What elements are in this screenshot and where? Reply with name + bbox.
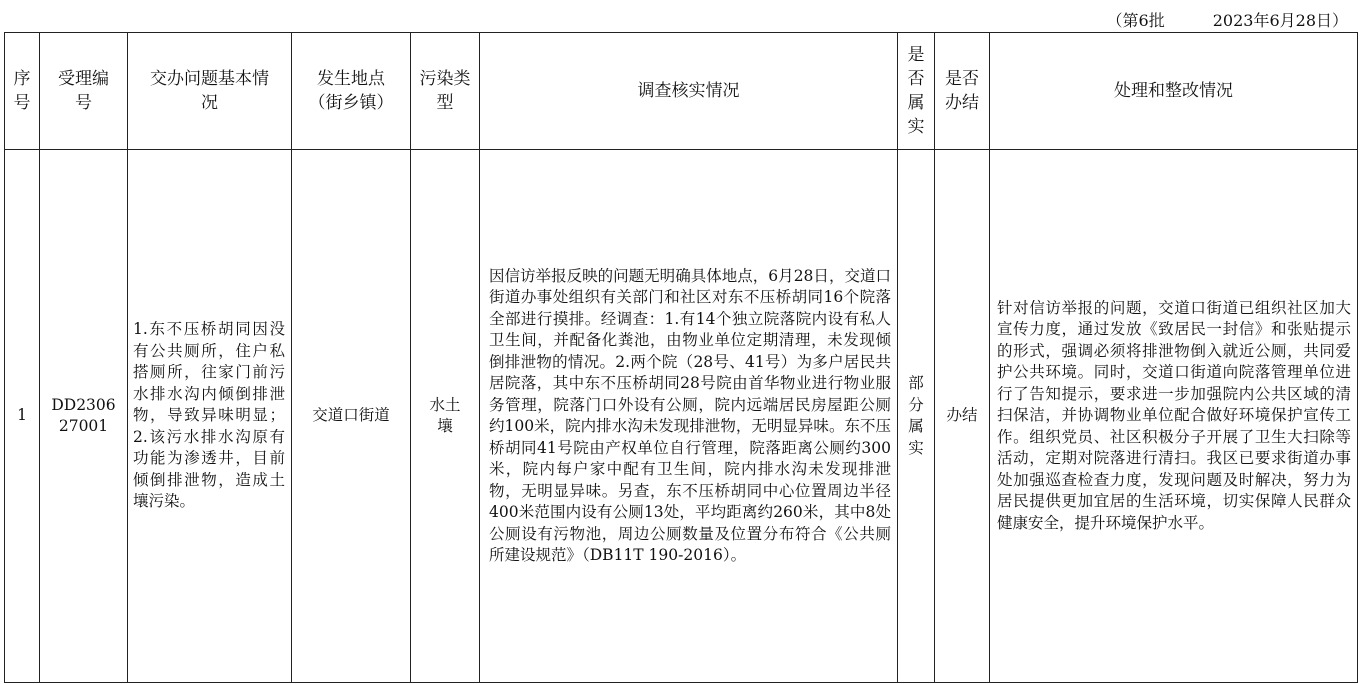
col-header-issue: 交办问题基本情况 — [128, 33, 292, 150]
cell-investigation: 因信访举报反映的问题无明确具体地点，6月28日，交道口街道办事处组织有关部门和社区对东不压桥胡同16个院落全部进行摸排。经调查：1.有14个独立院落院内设有私人卫生间，并配备化粪池，由物业单位定期清理，未发现倾倒排泄物的情况。2.两个院（28号、41号）为多户居民共居院落，其中东不压桥胡同28号院由首华物业进行物业服务管理，院落门口外设有公厕，院内远端居民房屋距公厕约100米，院内排水沟未发现排泄物，无明显异味。东不压桥胡同41号院由产权单位自行管理，院落距离公厕约300米，院内每户家中配有卫生间，院内排水沟未发现排泄物，无明显异味。另查，东不压桥胡同中心位置周边半径400米范围内设有公厕13处，平均距离约260米，其中8处公厕设有污物池，周边公厕数量及位置分布符合《公共厕所建设规范》（DB11T 190-2016）。 — [480, 150, 898, 683]
cell-closed: 办结 — [935, 150, 990, 683]
batch-date-line — [1107, 8, 1348, 31]
supervision-case-table — [4, 32, 1358, 683]
batch-date: 2023年6月28日） — [1212, 11, 1348, 30]
cell-receipt-no: DD230627001 — [40, 150, 128, 683]
col-header-location: 发生地点（街乡镇） — [292, 33, 411, 150]
col-header-closed: 是否办结 — [935, 33, 990, 150]
table-row — [5, 150, 1358, 683]
cell-location: 交道口街道 — [292, 150, 411, 683]
batch-number: （第6批 — [1106, 11, 1165, 30]
col-header-seq: 序号 — [5, 33, 40, 150]
cell-issue: 1.东不压桥胡同因没有公共厕所，住户私搭厕所，往家门前污水排水沟内倾倒排泄物，导致异味明显；2.该污水排水沟原有功能为渗透井，目前倾倒排泄物，造成土壤污染。 — [128, 150, 292, 683]
cell-seq: 1 — [5, 150, 40, 683]
col-header-verified: 是否属实 — [898, 33, 935, 150]
table-header-row — [5, 33, 1358, 150]
col-header-investigation: 调查核实情况 — [480, 33, 898, 150]
col-header-receipt-no: 受理编号 — [40, 33, 128, 150]
cell-verified: 部分属实 — [898, 150, 935, 683]
col-header-pollution-type: 污染类型 — [411, 33, 480, 150]
cell-handling: 针对信访举报的问题，交道口街道已组织社区加大宣传力度，通过发放《致居民一封信》和张贴提示的形式，强调必须将排泄物倒入就近公厕，共同爱护公共环境。同时，交道口街道向院落管理单位进行了告知提示，要求进一步加强院内公共区域的清扫保洁，并协调物业单位配合做好环境保护宣传工作。组织党员、社区积极分子开展了卫生大扫除等活动，定期对院落进行清扫。我区已要求街道办事处加强巡查检查力度，发现问题及时解决，努力为居民提供更加宜居的生活环境，切实保障人民群众健康安全，提升环境保护水平。 — [990, 150, 1358, 683]
cell-pollution-type: 水土壤 — [411, 150, 480, 683]
col-header-handling: 处理和整改情况 — [990, 33, 1358, 150]
